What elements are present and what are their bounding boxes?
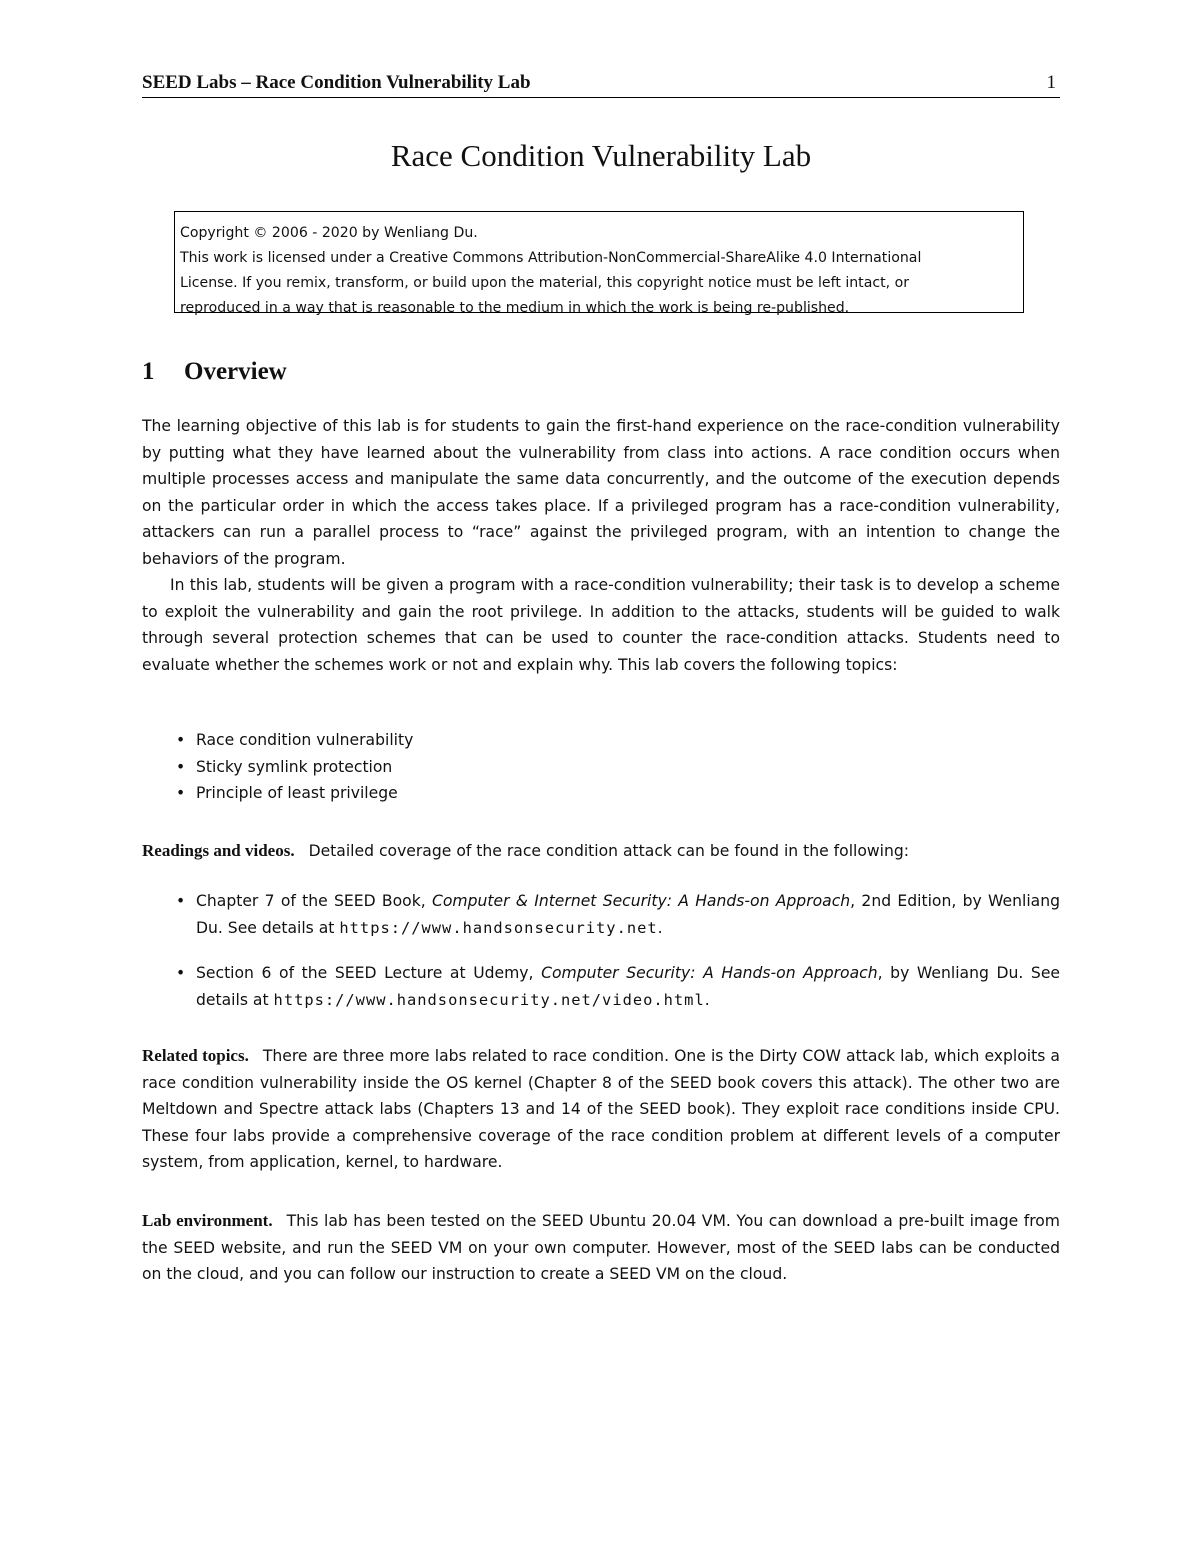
readings-label: Readings and videos. bbox=[142, 841, 295, 860]
copyright-box bbox=[174, 211, 1024, 316]
bullet-icon: • bbox=[176, 731, 186, 749]
section-number: 1 bbox=[142, 358, 155, 385]
section-heading-overview bbox=[142, 358, 287, 386]
copyright-line: Copyright © 2006 - 2020 by Wenliang Du. bbox=[180, 225, 478, 241]
list-item: • Section 6 of the SEED Lecture at Udemy, Computer Security: A Hands-on Approach, by Wenliang Du. See details at https://www.handsonsecurity.net/video.html. bbox=[176, 960, 1060, 1013]
course-title: Computer Security: A Hands-on Approach bbox=[541, 964, 878, 982]
running-header bbox=[142, 70, 1060, 98]
list-item: • Principle of least privilege bbox=[176, 780, 1060, 807]
lab-environment-paragraph: Lab environment. This lab has been tested on the SEED Ubuntu 20.04 VM. You can download a pre-built image from the SEED website, and run the SEED VM on your own computer. However, most of the SEED labs can be conducted on the cloud, and you can follow our instruction to create a SEED VM on the cloud. bbox=[142, 1211, 1060, 1284]
video-link[interactable]: https://www.handsonsecurity.net/video.html bbox=[273, 990, 705, 1009]
readings-list bbox=[176, 960, 1060, 1013]
license-line: This work is licensed under a Creative Commons Attribution-NonCommercial-ShareAlike 4.0 International bbox=[180, 250, 922, 266]
labenv-label: Lab environment. bbox=[142, 1211, 273, 1230]
bullet-icon: • bbox=[176, 784, 186, 803]
bullet-icon: • bbox=[176, 964, 186, 982]
book-link[interactable]: https://www.handsonsecurity.net bbox=[339, 918, 658, 937]
list-item: • Race condition vulnerability bbox=[176, 727, 1060, 754]
overview-paragraph-2: In this lab, students will be given a program with a race-condition vulnerability; their task is to develop a scheme to exploit the vulnerability and gain the root privilege. In addition to the attacks, students will be guided to walk through several protection schemes that can be used to counter the race-condition attacks. Students need to evaluate whether the schemes work or not and explain why. This lab covers the following topics: bbox=[142, 576, 1060, 674]
overview-paragraph-1: The learning objective of this lab is for students to gain the first-hand experience on the race-condition vulnerability by putting what they have learned about the vulnerability from class into actions. A race condition occurs when multiple processes access and manipulate the same data concurrently, and the outcome of the execution depends on the particular order in which the access takes place. If a privileged program has a race-condition vulnerability, attackers can run a parallel process to “race” against the privileged program, with an intention to change the behaviors of the program. bbox=[142, 417, 1060, 568]
document-title: Race Condition Vulnerability Lab bbox=[390, 138, 812, 173]
readings-list bbox=[176, 888, 1060, 941]
running-title: SEED Labs – Race Condition Vulnerability Lab bbox=[142, 72, 531, 93]
bullet-icon: • bbox=[176, 757, 186, 776]
book-title: Computer & Internet Security: A Hands-on Approach bbox=[431, 892, 851, 910]
page-number: 1 bbox=[1046, 72, 1056, 93]
related-topics-paragraph: Related topics. There are three more labs related to race condition. One is the Dirty COW attack lab, which exploits a race condition vulnerability inside the OS kernel (Chapter 8 of the SEED book covers this attack). The other two are Meltdown and Spectre attack labs (Chapters 13 and 14 of the SEED book). They exploit race conditions inside CPU. These four labs provide a comprehensive coverage of the race condition problem at different levels of a computer system, from application, kernel, to hardware. bbox=[142, 1046, 1060, 1172]
list-item: • Chapter 7 of the SEED Book, Computer & Internet Security: A Hands-on Approach, 2nd Edition, by Wenliang Du. See details at https://www.handsonsecurity.net. bbox=[176, 888, 1060, 941]
list-item: • Sticky symlink protection bbox=[176, 754, 1060, 781]
license-line: License. If you remix, transform, or build upon the material, this copyright notice must be left intact, or bbox=[180, 275, 909, 291]
section-title: Overview bbox=[184, 358, 287, 385]
readings-paragraph: Readings and videos. Detailed coverage of the race condition attack can be found in the following: bbox=[142, 841, 910, 860]
topics-list bbox=[176, 727, 1060, 807]
license-line: reproduced in a way that is reasonable to the medium in which the work is being re-published. bbox=[180, 300, 850, 316]
bullet-icon: • bbox=[176, 892, 186, 910]
related-label: Related topics. bbox=[142, 1046, 249, 1065]
